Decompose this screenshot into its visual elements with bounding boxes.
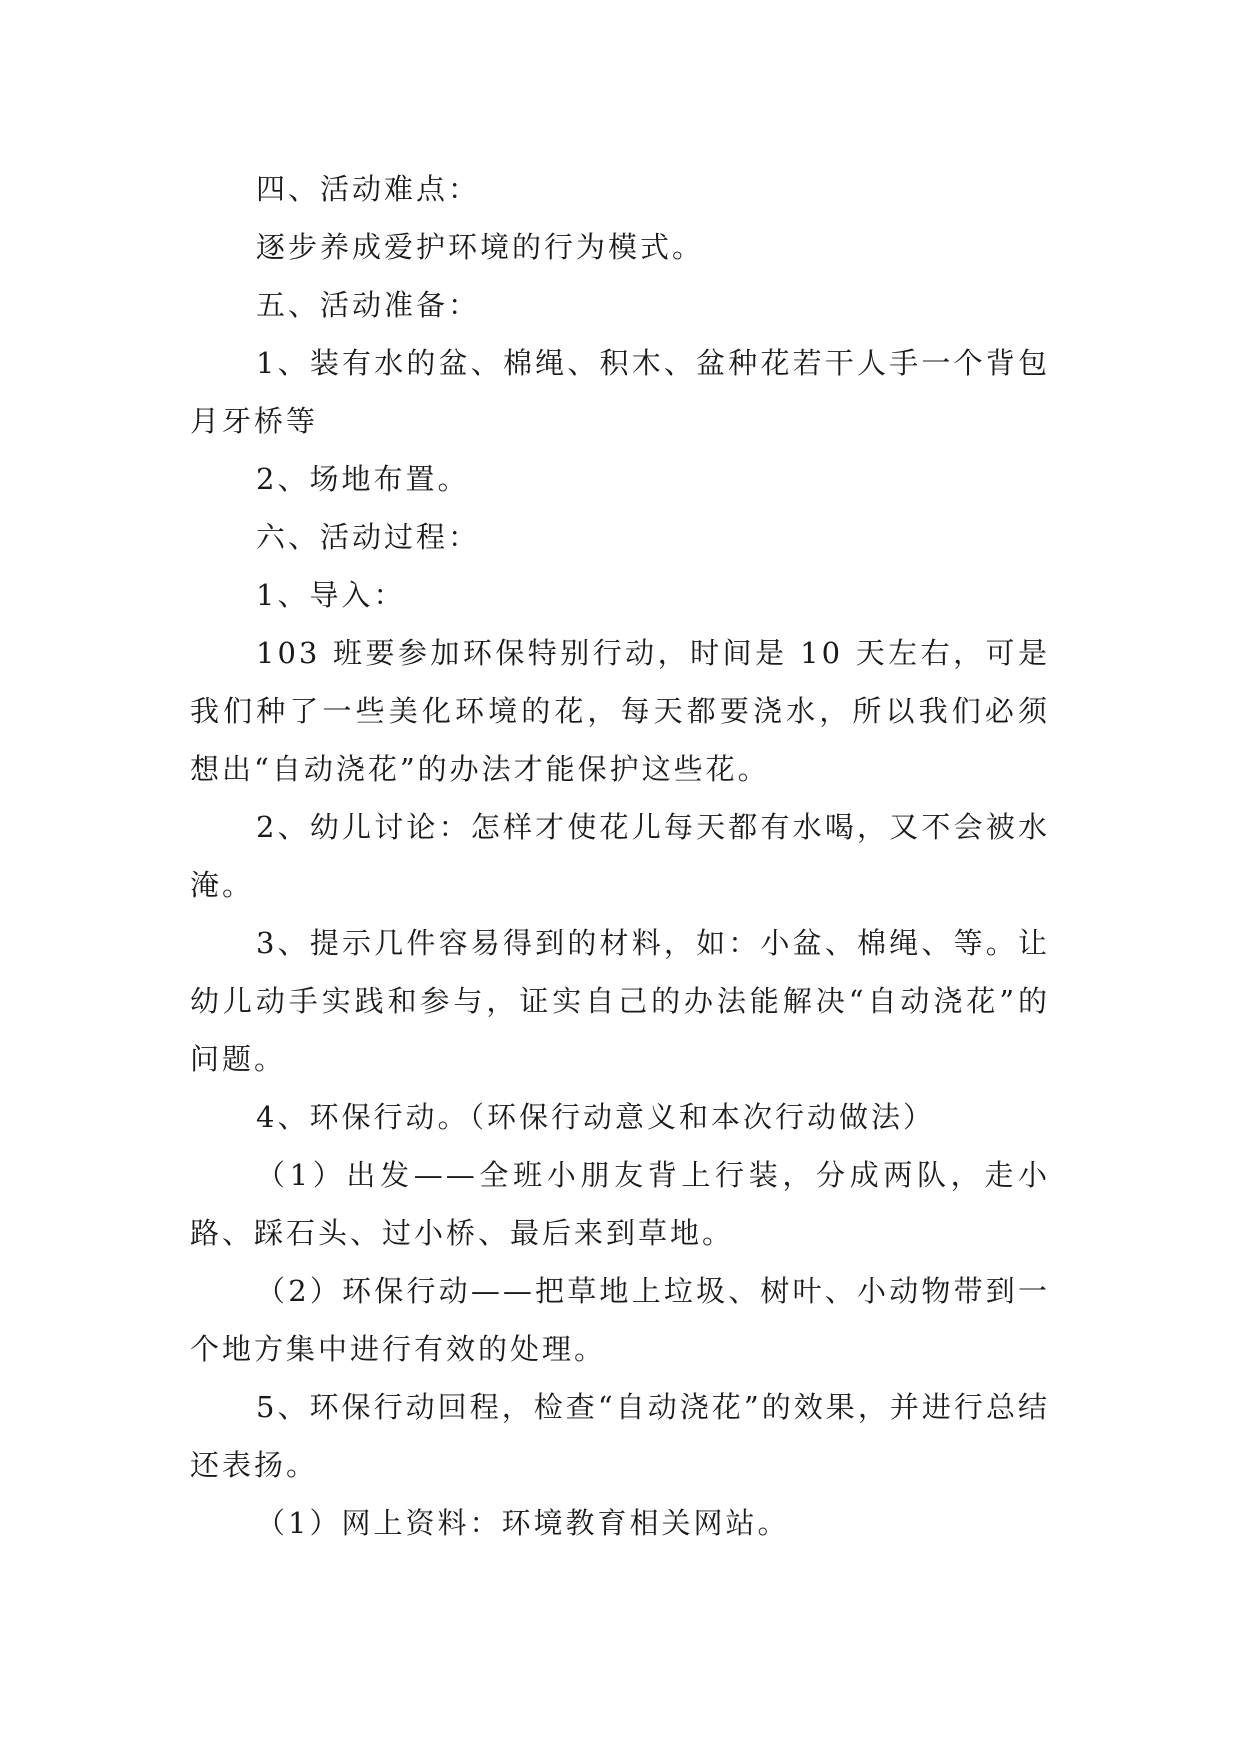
section-heading-process: 六、活动过程： — [256, 520, 481, 554]
section-heading-difficulty: 四、活动难点： — [256, 172, 481, 206]
document-body — [190, 160, 1050, 1552]
section-heading-preparation: 五、活动准备： — [256, 288, 481, 322]
paragraph-preparation-1: 1、装有水的盆、棉绳、积木、盆种花若干人手一个背包月牙桥等 — [190, 346, 1050, 438]
paragraph-process-4: 4、环保行动。（环保行动意义和本次行动做法） — [256, 1100, 935, 1134]
paragraph-process-4-1: （1）出发——全班小朋友背上行装，分成两队，走小路、踩石头、过小桥、最后来到草地。 — [190, 1158, 1050, 1250]
paragraph-process-2: 2、幼儿讨论：怎样才使花儿每天都有水喝，又不会被水淹。 — [190, 810, 1050, 902]
paragraph-process-3: 3、提示几件容易得到的材料，如：小盆、棉绳、等。让幼儿动手实践和参与，证实自己的办法能解决“自动浇花”的问题。 — [190, 926, 1050, 1076]
paragraph-resource-1: （1）网上资料：环境教育相关网站。 — [256, 1506, 790, 1540]
paragraph-process-1-title: 1、导入： — [256, 578, 406, 612]
paragraph-process-4-2: （2）环保行动——把草地上垃圾、树叶、小动物带到一个地方集中进行有效的处理。 — [190, 1274, 1050, 1366]
paragraph-difficulty-text: 逐步养成爱护环境的行为模式。 — [256, 230, 705, 264]
paragraph-process-1-text: 103 班要参加环保特别行动，时间是 10 天左右，可是我们种了一些美化环境的花，每天都要浇水，所以我们必须想出“自动浇花”的办法才能保护这些花。 — [190, 636, 1050, 786]
paragraph-process-5: 5、环保行动回程，检查“自动浇花”的效果，并进行总结还表扬。 — [190, 1390, 1050, 1482]
paragraph-preparation-2: 2、场地布置。 — [256, 462, 470, 496]
